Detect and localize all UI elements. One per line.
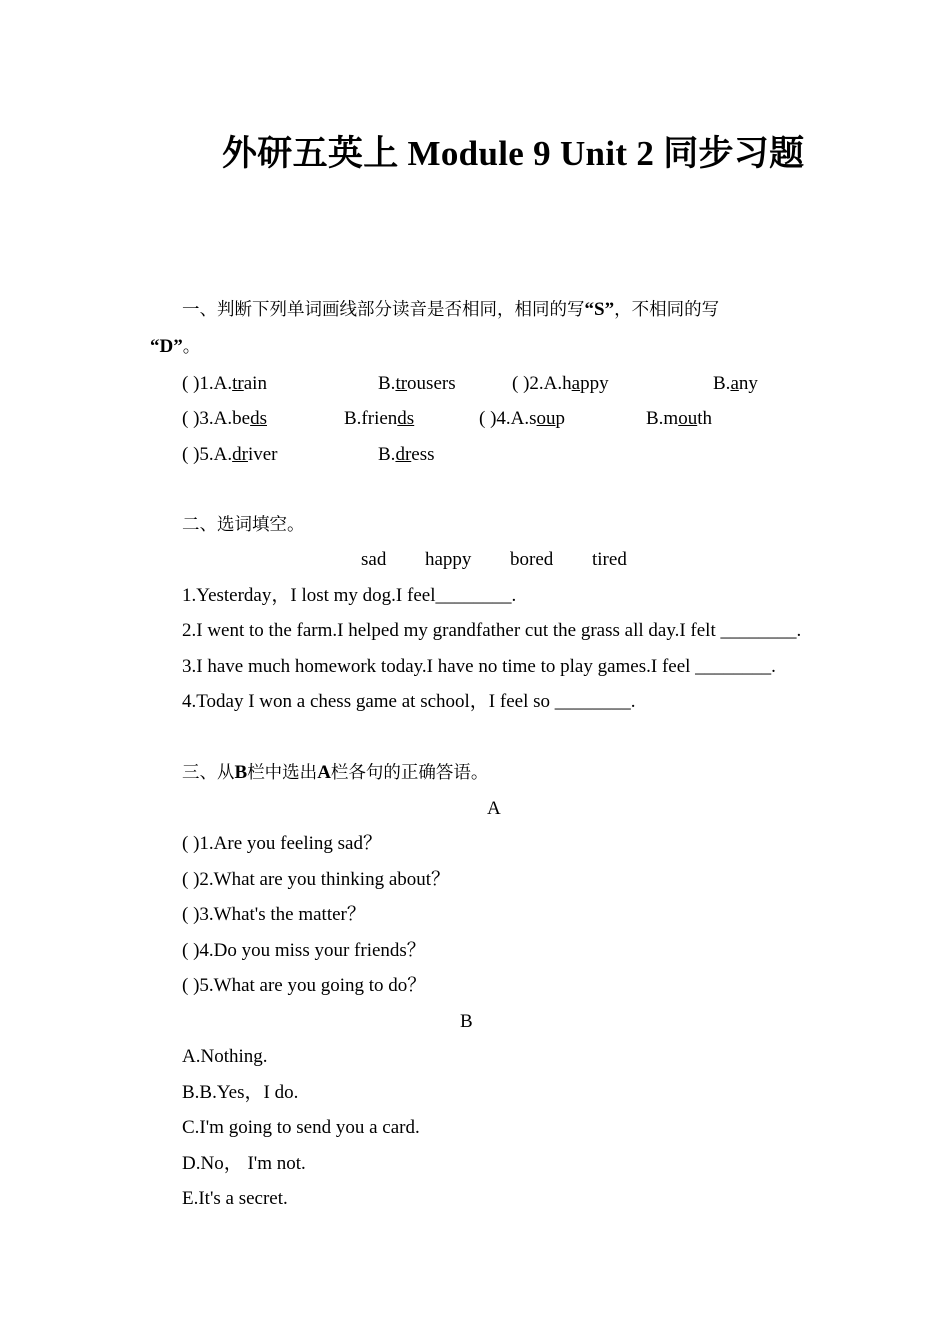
match-question: ( )5.What are you going to do？	[182, 975, 427, 996]
section1-s-mark: “S”	[584, 299, 615, 320]
match-question: ( )3.What's the matter？	[182, 904, 366, 925]
phonics-item	[182, 443, 278, 467]
phonics-item-option-b	[344, 407, 414, 431]
section1-instruction-a: 一、判断下列单词画线部分读音是否相同，相同的写	[182, 300, 585, 320]
section1-instruction-b: ，不相同的写	[614, 300, 720, 320]
phonics-item-option-b	[378, 372, 456, 396]
match-answer: E.It's a secret.	[182, 1188, 288, 1209]
section1-instruction-cont	[150, 335, 200, 359]
word-a-pre: be	[232, 408, 251, 429]
section1-instruction-end: 。	[182, 337, 201, 357]
word-b-pre: B.	[713, 373, 731, 394]
phonics-item-option-b	[646, 407, 712, 431]
word-b-pre: B.	[378, 444, 396, 465]
word-a-post: ain	[243, 373, 267, 394]
word-b-underlined: a	[730, 373, 739, 394]
fill-sentence: 2.I went to the farm.I helped my grandfather cut the grass all day.I felt ________.	[182, 620, 802, 641]
word-b-post: th	[697, 408, 712, 429]
word-a-underlined: dr	[232, 444, 248, 465]
answer-paren: ( )2.A.	[512, 373, 563, 394]
word-a-underlined: tr	[232, 373, 244, 394]
phonics-item-option-b	[713, 372, 758, 396]
word-b-underlined: dr	[395, 444, 412, 465]
match-answer: D.No， I'm not.	[182, 1153, 306, 1174]
section1-d-mark: “D”	[150, 336, 183, 357]
match-answer: C.I'm going to send you a card.	[182, 1117, 420, 1138]
column-b-label: B	[460, 1011, 473, 1032]
word-a-pre: h	[562, 373, 572, 394]
word-bank-item: happy	[425, 549, 472, 570]
phonics-item-option-b	[378, 443, 435, 467]
page-title: 外研五英上 Module 9 Unit 2 同步习题	[222, 134, 805, 173]
word-a-post: ppy	[580, 373, 609, 394]
word-b-post: ess	[411, 444, 435, 465]
word-a-post: iver	[247, 444, 278, 465]
word-b-pre: B.m	[646, 408, 679, 429]
section2-heading: 二、选词填空。	[182, 515, 305, 535]
phonics-item	[479, 407, 565, 431]
section3-col-b: B	[234, 762, 248, 783]
word-b-pre: B.frien	[344, 408, 398, 429]
answer-paren: ( )5.A.	[182, 444, 233, 465]
word-b-post: ousers	[407, 373, 456, 394]
answer-paren: ( )3.A.	[182, 408, 233, 429]
section3-heading-b: 栏中选出	[247, 763, 318, 783]
word-a-underlined: ou	[536, 408, 556, 429]
section1-instruction	[182, 298, 719, 322]
word-a-pre: s	[529, 408, 537, 429]
word-bank-item: sad	[361, 549, 387, 570]
word-a-underlined: ds	[250, 408, 267, 429]
answer-paren: ( )1.A.	[182, 373, 233, 394]
fill-sentence: 1.Yesterday，I lost my dog.I feel________.	[182, 585, 517, 606]
match-question: ( )1.Are you feeling sad？	[182, 833, 382, 854]
phonics-item	[182, 407, 267, 431]
word-b-underlined: ou	[678, 408, 698, 429]
match-question: ( )4.Do you miss your friends？	[182, 940, 426, 961]
phonics-item	[512, 372, 609, 396]
word-b-pre: B.	[378, 373, 396, 394]
section3-heading-c: 栏各句的正确答语。	[330, 763, 489, 783]
section3-heading	[182, 761, 488, 785]
word-a-post: p	[555, 408, 566, 429]
fill-sentence: 3.I have much homework today.I have no time to play games.I feel ________.	[182, 656, 776, 677]
match-question: ( )2.What are you thinking about？	[182, 869, 451, 890]
column-a-label: A	[487, 798, 501, 819]
section3-heading-a: 三、从	[182, 763, 235, 783]
section3-col-a: A	[317, 762, 331, 783]
match-answer: A.Nothing.	[182, 1046, 268, 1067]
phonics-item	[182, 372, 267, 396]
word-bank-item: bored	[510, 549, 554, 570]
fill-sentence: 4.Today I won a chess game at school，I feel so ________.	[182, 691, 636, 712]
word-b-underlined: ds	[397, 408, 415, 429]
word-bank-item: tired	[592, 549, 627, 570]
word-b-post: ny	[738, 373, 758, 394]
answer-paren: ( )4.A.	[479, 408, 530, 429]
match-answer: B.B.Yes，I do.	[182, 1082, 299, 1103]
word-a-underlined: a	[571, 373, 581, 394]
word-b-underlined: tr	[395, 373, 408, 394]
